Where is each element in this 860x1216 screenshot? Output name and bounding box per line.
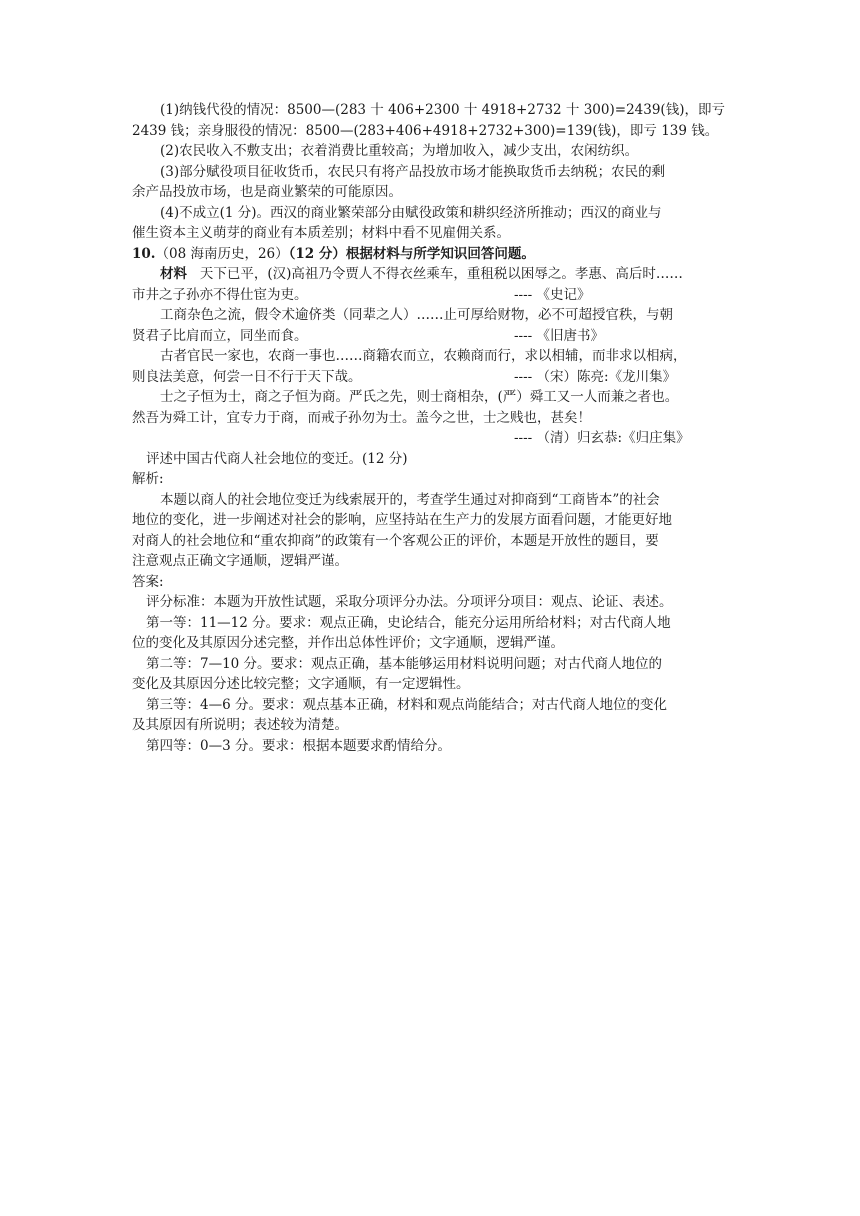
material-4-line-2: 然吾为舜工计，宜专力于商，而戒子孙勿为士。盖今之世，士之贱也，甚矣！ <box>132 409 591 426</box>
material-3-line-1: 古者官民一家也，农商一事也……商籍农而立，农赖商而行，求以相辅，而非求以相病， <box>160 348 687 364</box>
material-3-source: ---- （宋）陈亮:《龙川集》 <box>514 368 677 385</box>
grade-2-line-2: 变化及其原因分述比较完整；文字通顺，有一定逻辑性。 <box>132 676 470 692</box>
material-1-text: 天下已平，(汉)高祖乃令贾人不得衣丝乘车，重租税以困辱之。孝惠、高后时…… <box>199 266 683 282</box>
grade-2-line-1: 第二等：7—10 分。要求：观点正确，基本能够运用材料说明问题；对古代商人地位的 <box>146 655 663 672</box>
grade-1-line-2: 位的变化及其原因分述完整，并作出总体性评价；文字通顺，逻辑严谨。 <box>132 635 564 651</box>
answer-4-line-1: (4)不成立(1 分)。西汉的商业繁荣部分由赋役政策和耕织经济所推动；西汉的商业与 <box>160 204 662 221</box>
analysis-line-2: 地位的变化，进一步阐述对社会的影响，应坚持站在生产力的发展方面看问题，才能更好地 <box>132 512 672 528</box>
material-1-source: ---- 《史记》 <box>514 286 591 303</box>
material-2-line-2 <box>132 326 732 347</box>
answer-4-line-2: 催生资本主义萌芽的商业有本质差别；材料中看不见雇佣关系。 <box>132 225 510 241</box>
analysis-line-4: 注意观点正确文字通顺，逻辑严谨。 <box>132 553 348 569</box>
answer-1-line-1: (1)纳钱代役的情况：8500—(283 十 406+2300 十 4918+2732 十 300)=2439(钱)，即亏 <box>160 102 725 118</box>
question-number: 10. <box>132 245 156 262</box>
answer-3-line-2: 余产品投放市场，也是商业繁荣的可能原因。 <box>132 184 402 200</box>
analysis-line-1: 本题以商人的社会地位变迁为线索展开的，考查学生通过对抑商到“工商皆本”的社会 <box>160 491 660 508</box>
material-4-line-1: 士之子恒为士，商之子恒为商。严氏之先，则士商相杂，(严）舜工又一人而兼之者也。 <box>160 389 679 405</box>
material-2-text-end: 贤君子比肩而立，同坐而食。 <box>132 327 308 344</box>
grade-3-line-1: 第三等：4—6 分。要求：观点基本正确，材料和观点尚能结合；对古代商人地位的变化 <box>146 696 667 713</box>
document-page <box>132 100 732 756</box>
question-source: （08 海南历史，26） <box>155 245 289 262</box>
material-4-source: ---- （清）归玄恭:《归庄集》 <box>514 430 690 446</box>
answer-label: 答案: <box>132 573 164 590</box>
question-prompt: （12 分）根据材料与所学知识回答问题。 <box>288 245 535 262</box>
answer-3-line-1: (3)部分赋役项目征收货币，农民只有将产品投放市场才能换取货币去纳税；农民的剩 <box>160 163 666 180</box>
analysis-label: 解析: <box>132 471 164 487</box>
question-task: 评述中国古代商人社会地位的变迁。(12 分) <box>146 450 408 467</box>
material-1-line-2 <box>132 285 732 306</box>
material-3-line-2 <box>132 367 732 388</box>
grade-3-line-2: 及其原因有所说明；表述较为清楚。 <box>132 717 348 733</box>
grade-1-line-1: 第一等：11—12 分。要求：观点正确，史论结合，能充分运用所给材料；对古代商人地 <box>146 614 671 631</box>
analysis-line-3: 对商人的社会地位和“重农抑商”的政策有一个客观公正的评价，本题是开放性的题目，要 <box>132 532 659 549</box>
material-4-source-line <box>132 428 732 449</box>
scoring-standard: 评分标准：本题为开放性试题，采取分项评分办法。分项评分项目：观点、论证、表述。 <box>146 594 673 610</box>
material-1-line-1 <box>132 264 732 285</box>
material-3-text-end: 则良法美意，何尝一日不行于天下哉。 <box>132 368 362 385</box>
answer-1-line-2: 2439 钱；亲身服役的情况：8500—(283+406+4918+2732+300)=139(钱)，即亏 139 钱。 <box>132 122 719 139</box>
material-2-line-1: 工商杂色之流，假令术逾侪类（同辈之人）……止可厚给财物，必不可超授官秩，与朝 <box>160 307 673 323</box>
material-2-source: ---- 《旧唐书》 <box>514 327 605 344</box>
grade-4: 第四等：0—3 分。要求：根据本题要求酌情给分。 <box>146 737 451 754</box>
material-label: 材料 <box>160 266 187 282</box>
material-1-text-end: 市井之子孙亦不得仕宦为吏。 <box>132 286 308 303</box>
answer-2: (2)农民收入不敷支出；衣着消费比重较高；为增加收入，减少支出，农闲纺织。 <box>160 143 639 159</box>
question-10-heading <box>132 244 732 265</box>
